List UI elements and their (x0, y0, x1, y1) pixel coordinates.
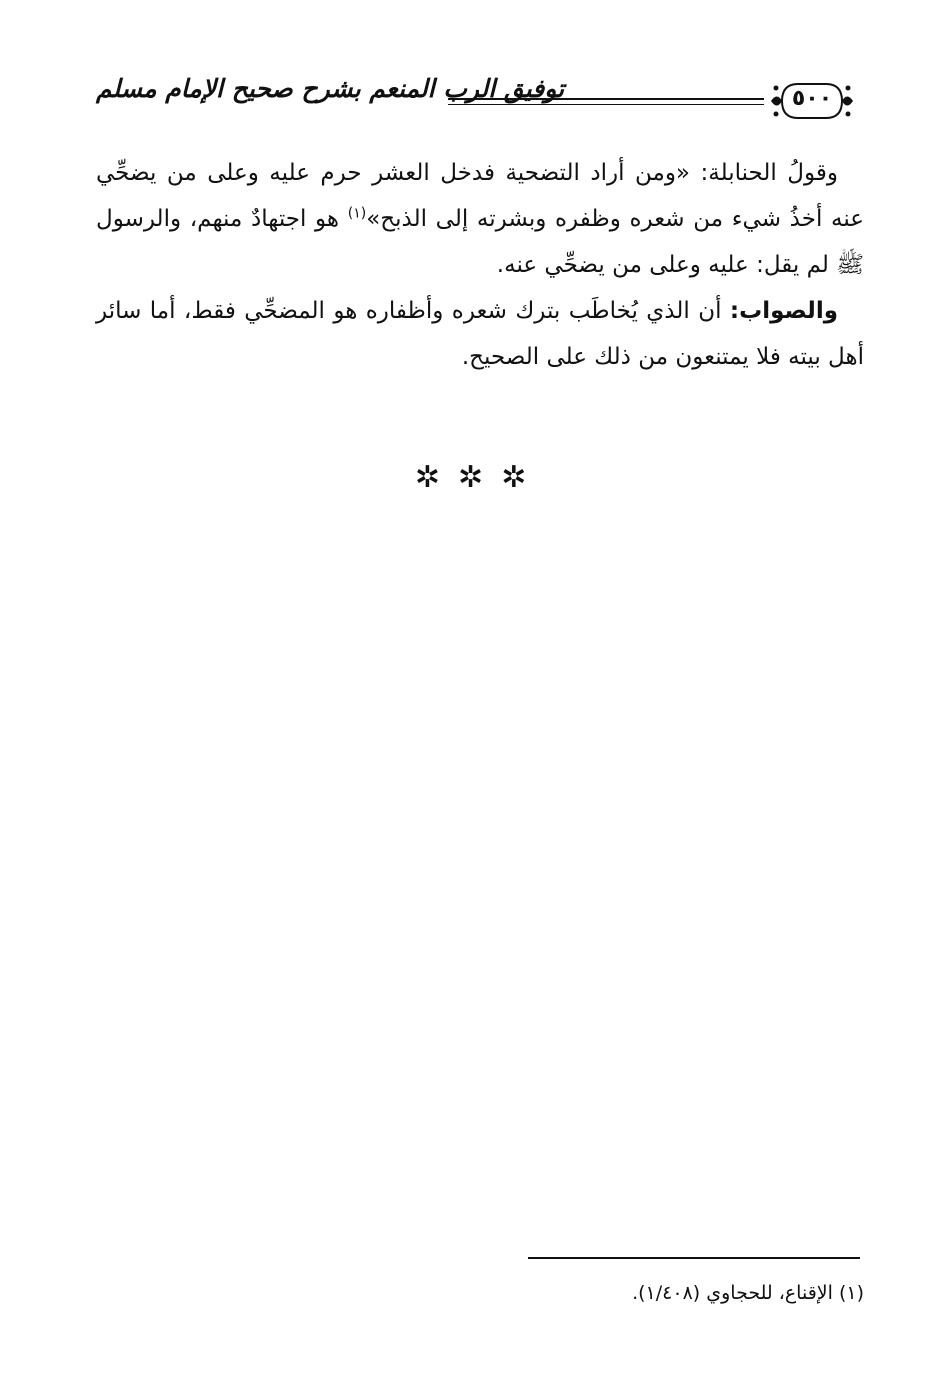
footnote-reference: (١) (347, 205, 367, 222)
paragraph-text-continued: هو اجتهادٌ منهم، والرسول ﷺ لم يقل: عليه وعلى من يضحِّي عنه. (96, 206, 864, 278)
header-rule-thin (448, 104, 764, 105)
paragraph-correct-view (96, 288, 864, 380)
footnote: (١) الإقناع، للحجاوي (١/٤٠٨). (632, 1282, 864, 1304)
section-divider-ornament (0, 460, 951, 495)
star-ornament-icon: ✲ (501, 460, 537, 495)
footnote-separator (528, 1257, 860, 1259)
star-ornament-icon: ✲ (414, 460, 450, 495)
page-header (96, 62, 864, 142)
running-title: توفيق الرب المنعم بشرح صحيح الإمام مسلم (96, 74, 565, 103)
star-ornament-icon: ✲ (457, 460, 494, 495)
page-number-frame (768, 78, 856, 124)
paragraph-text: أن الذي يُخاطَب بترك شعره وأظفاره هو المضحِّي فقط، أما سائر أهل بيته فلا يمتنعون من ذلك على الصحيح. (96, 298, 864, 370)
main-text (96, 150, 864, 380)
paragraph-hanabila (96, 150, 864, 288)
page-number: ٥٠٠ (791, 86, 833, 111)
bold-lead-word: والصواب: (729, 298, 838, 324)
header-rule (448, 98, 764, 100)
paragraph-text: وقولُ الحنابلة: «ومن أراد التضحية فدخل العشر حرم عليه وعلى من يضحِّي عنه أخذُ شيء من شعره وظفره وبشرته إلى الذبح» (96, 160, 864, 232)
